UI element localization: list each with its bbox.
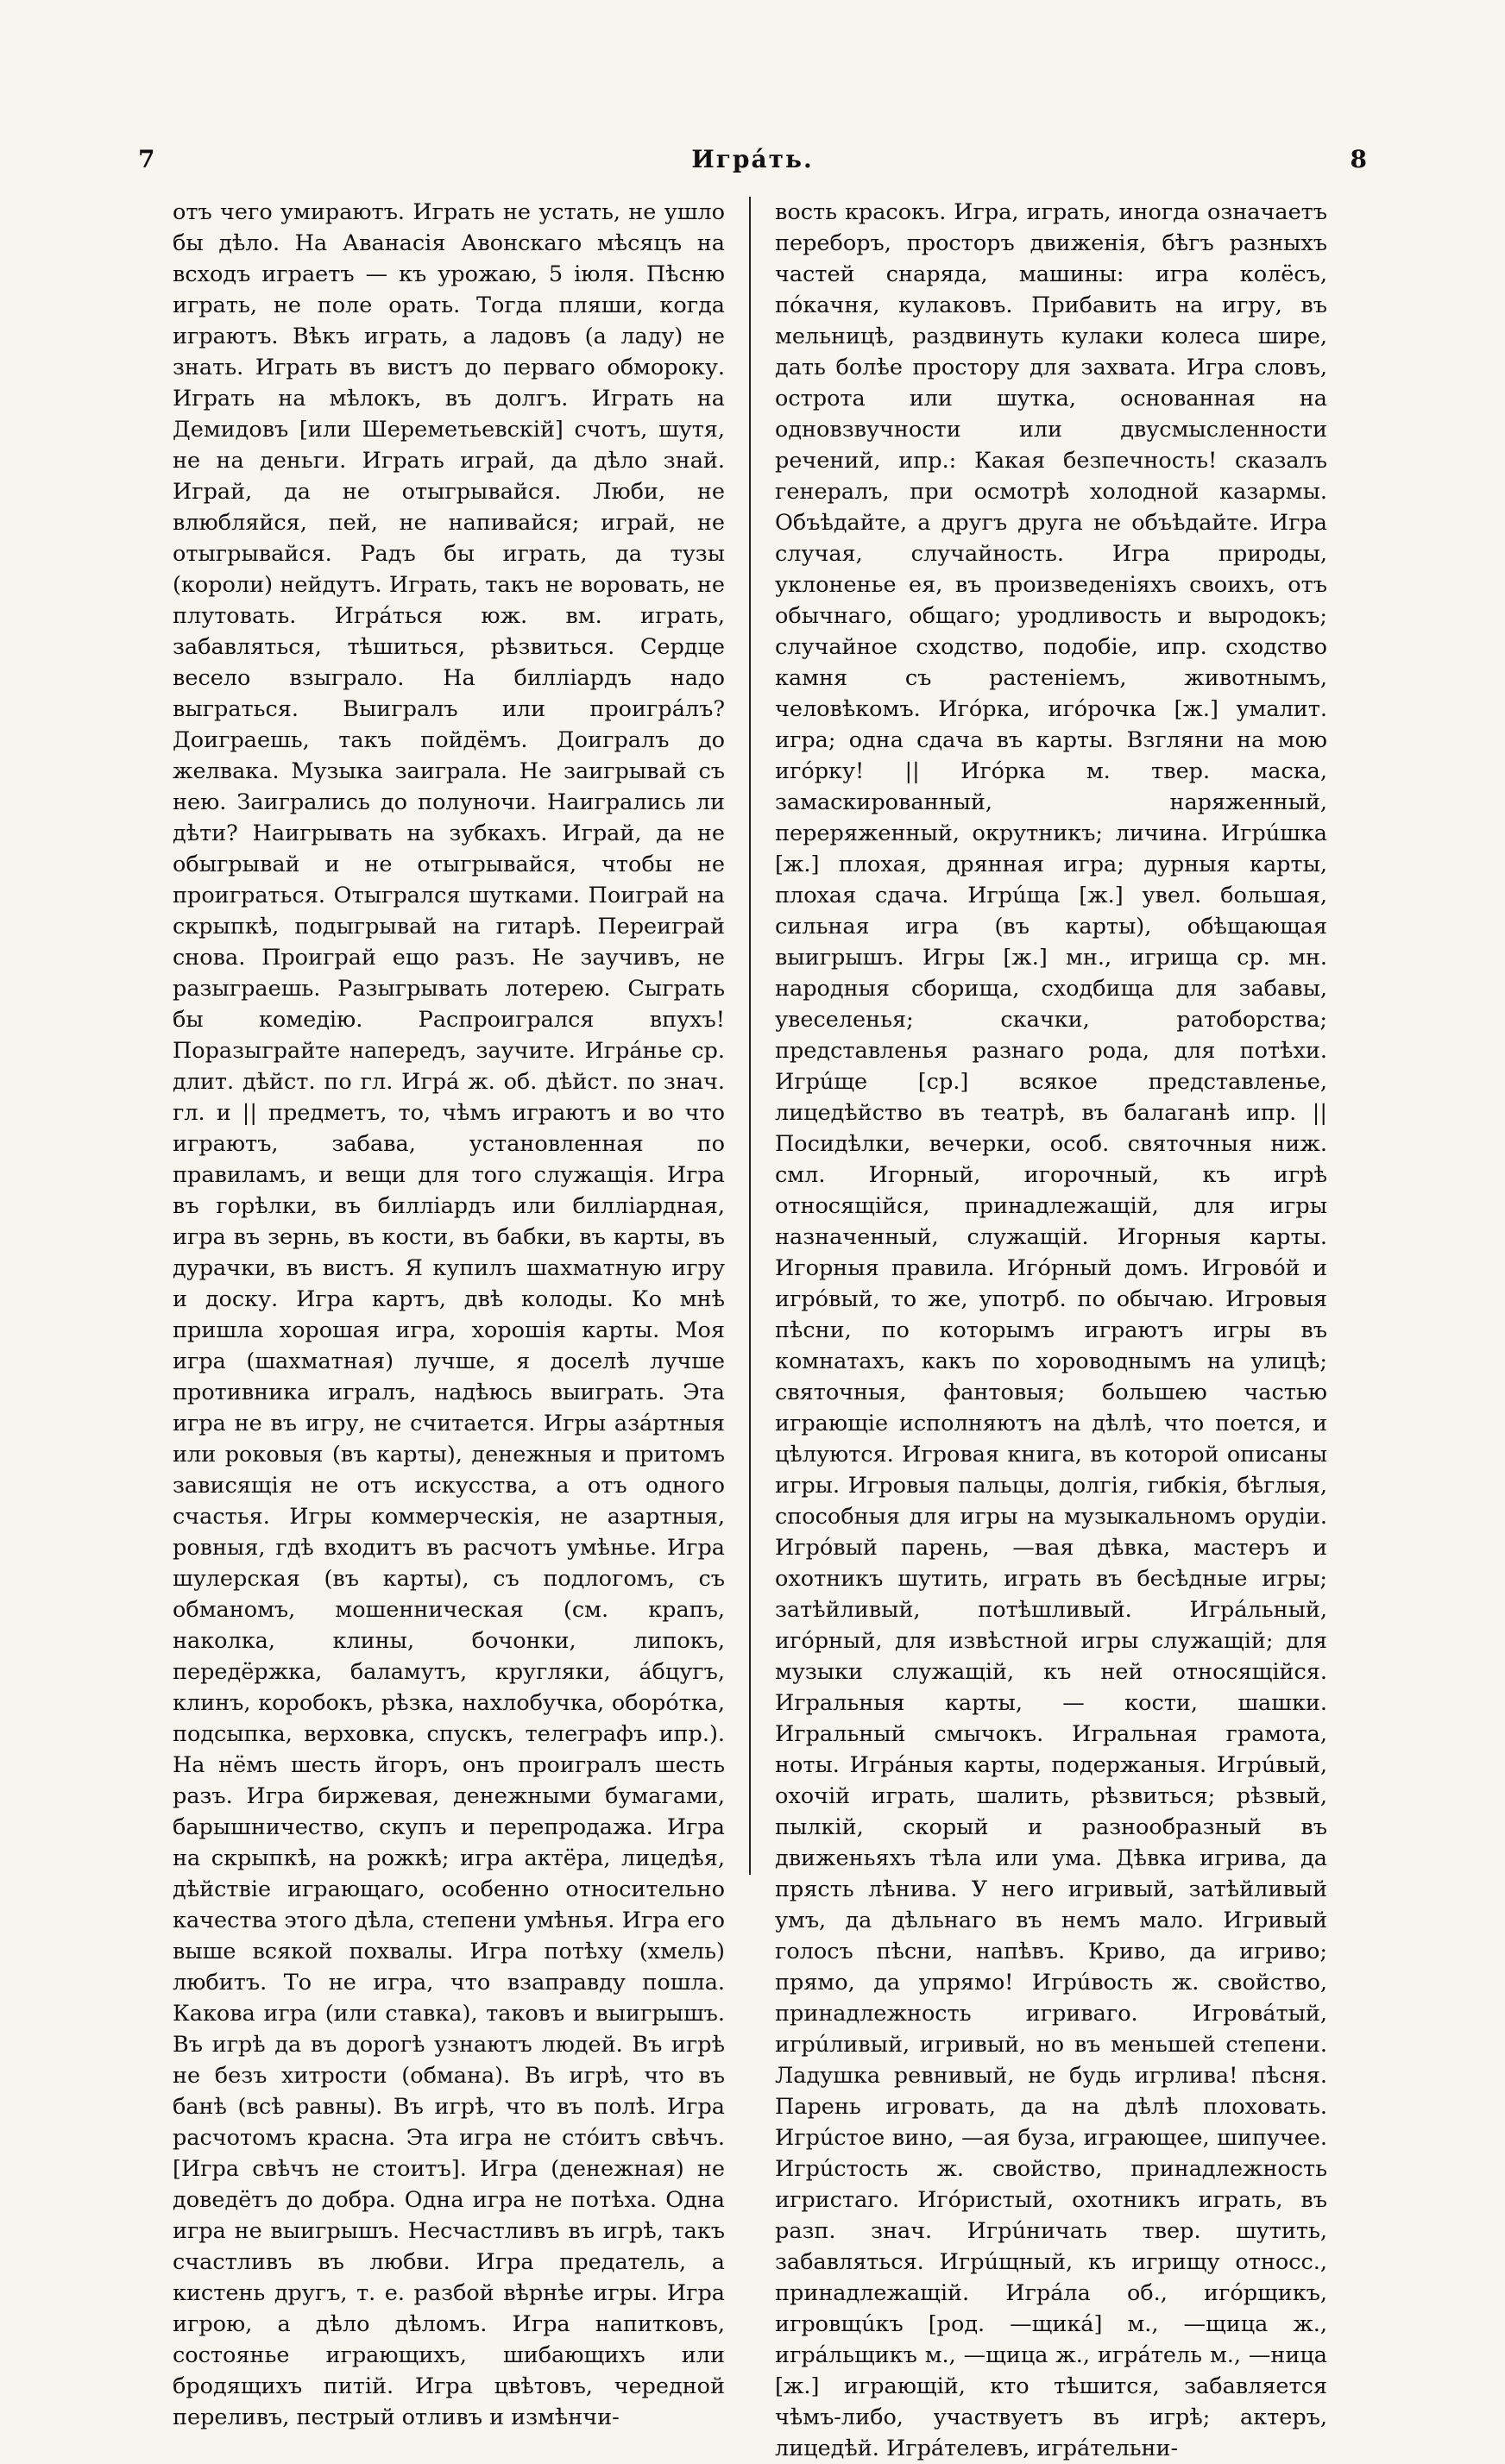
left-page-number: 7: [138, 145, 155, 173]
column-divider: [749, 197, 751, 1875]
right-column-text: вость красокъ. Игра, играть, иногда означаетъ переборъ, просторъ движенія, бѣгъ разныхъ частей снаряда, машины: игра колёсъ, пóкачня, кулаковъ. Прибавить на игру, въ мельницѣ, раздвинуть кулаки колеса шире, дать болѣе простору для захвата. Игра словъ, острота или шутка, основанная на одновзвучности или двусмысленности речений, ипр.: Какая безпечность! сказалъ генералъ, при осмотрѣ холодной казармы. Объѣдайте, а другъ друга не объѣдайте. Игра случая, случайность. Игра природы, уклоненье ея, въ произведеніяхъ своихъ, отъ обычнаго, общаго; уродливость и выродокъ; случайное сходство, подобіе, ипр. сходство камня съ растеніемъ, животнымъ, человѣкомъ. Игóрка, игóрочка [ж.] умалит. игра; одна сдача въ карты. Взгляни на мою игóрку! || Игóрка м. твер. маска, замаскированный, наряженный, переряженный, окрутникъ; личина. Игрúшка [ж.] плохая, дрянная игра; дурныя карты, плохая сдача. Игрúща [ж.] увел. большая, сильная игра (въ карты), обѣщающая выигрышъ. Игры [ж.] мн., игрища ср. мн. народныя сборища, сходбища для забавы, увеселенья; скачки, ратоборства; представленья разнаго рода, для потѣхи. Игрúще [ср.] всякое представленье, лицедѣйство въ театрѣ, въ балаганѣ ипр. || Посидѣлки, вечерки, особ. святочныя ниж. смл. Игорный, игорочный, къ игрѣ относящійся, принадлежащій, для игры назначенный, служащій. Игорныя карты. Игорныя правила. Игóрный домъ. Игровóй и игрóвый, то же, употрб. по обычаю. Игровыя пѣсни, по которымъ играютъ игры въ комнатахъ, какъ по хороводнымъ на улицѣ; святочныя, фантовыя; большею частью играющіе исполняютъ на дѣлѣ, что поется, и цѣлуются. Игровая книга, въ которой описаны игры. Игровыя пальцы, долгія, гибкія, бѣглыя, способныя для игры на музыкальномъ орудіи. Игрóвый парень, —вая дѣвка, мастеръ и охотникъ шутить, играть въ бесѣдные игры; затѣйливый, потѣшливый. Игрáльный, игóрный, для извѣстной игры служащій; для музыки служащій, къ ней относящійся. Игральныя карты, — кости, шашки. Игральный смычокъ. Игральная грамота, ноты. Игрáныя карты, подержаныя. Игрúвый, охочій играть, шалить, рѣзвиться; рѣзвый, пылкій, скорый и разнообразный въ движеньяхъ тѣла или ума. Дѣвка игрива, да прясть лѣнива. У него игривый, затѣйливый умъ, да дѣльнаго въ немъ мало. Игривый голосъ пѣсни, напѣвъ. Криво, да игриво; прямо, да упрямо! Игрúвость ж. свойство, принадлежность игриваго. Игровáтый, игрúливый, игривый, но въ меньшей степени. Ладушка ревнивый, не будь игрлива! пѣсня. Парень игровать, да на дѣлѣ плоховать. Игрúстое вино, —ая буза, играющее, шипучее. Игрúстость ж. свойство, принадлежность игристаго. Игóристый, охотникъ играть, въ разп. знач. Игрúничать твер. шутить, забавляться. Игрúщный, къ игрищу относс., принадлежащій. Игрáла об., игóрщикъ, игровщúкъ [род. —щикá] м., —щица ж., игрáльщикъ м., —щица ж., игрáтель м., —ница [ж.] играющій, кто тѣшится, забавляется чѣмъ-либо, участвуетъ въ игрѣ; актеръ, лицедѣй. Игрáтелевъ, игрáтельни-: [775, 199, 1327, 2461]
running-head-title: Игрáть.: [691, 145, 814, 173]
right-text-column: [775, 197, 1327, 2461]
left-column-text: отъ чего умираютъ. Играть не устать, не ушло бы дѣло. На Аванасія Авонскаго мѣсяцъ на всходъ играетъ — къ урожаю, 5 іюля. Пѣсню играть, не поле орать. Тогда пляши, когда играютъ. Вѣкъ играть, а ладовъ (а ладу) не знать. Играть въ вистъ до перваго обмороку. Играть на мѣлокъ, въ долгъ. Играть на Демидовъ [или Шереметьевскій] счотъ, шутя, не на деньги. Играть играй, да дѣло знай. Играй, да не отыгрывайся. Люби, не влюбляйся, пей, не напивайся; играй, не отыгрывайся. Радъ бы играть, да тузы (короли) нейдутъ. Играть, такъ не воровать, не плутовать. Игрáться юж. вм. играть, забавляться, тѣшиться, рѣзвиться. Сердце весело взыграло. На билліардъ надо выграться. Выигралъ или проигрáлъ? Доиграешь, такъ пойдёмъ. Доигралъ до желвака. Музыка заиграла. Не заигрывай съ нею. Заигрались до полуночи. Наигрались ли дѣти? Наигрывать на зубкахъ. Играй, да не обыгрывай и не отыгрывайся, чтобы не проиграться. Отыгрался шутками. Поиграй на скрыпкѣ, подыгрывай на гитарѣ. Переиграй снова. Проиграй ещо разъ. Не заучивъ, не разыграешь. Разыгрывать лотерею. Сыграть бы комедію. Распроигрался впухъ! Поразыграйте напередъ, заучите. Игрáнье ср. длит. дѣйст. по гл. Игрá ж. об. дѣйст. по знач. гл. и || предметъ, то, чѣмъ играютъ и во что играютъ, забава, установленная по правиламъ, и вещи для того служащія. Игра въ горѣлки, въ билліардъ или билліардная, игра въ зернь, въ кости, въ бабки, въ карты, въ дурачки, въ вистъ. Я купилъ шахматную игру и доску. Игра картъ, двѣ колоды. Ко мнѣ пришла хорошая игра, хорошія карты. Моя игра (шахматная) лучше, я доселѣ лучше противника игралъ, надѣюсь выиграть. Эта игра не въ игру, не считается. Игры азáртныя или роковыя (въ карты), денежныя и притомъ зависящія не отъ искусства, а отъ одного счастья. Игры коммерческія, не азартныя, ровныя, гдѣ входитъ въ расчотъ умѣнье. Игра шулерская (въ карты), съ подлогомъ, съ обманомъ, мошенническая (см. крапъ, наколка, клины, бочонки, липокъ, передёржка, баламутъ, кругляки, áбцугъ, клинъ, коробокъ, рѣзка, нахлобучка, оборóтка, подсыпка, верховка, спускъ, телеграфъ ипр.). На нёмъ шесть йгоръ, онъ проигралъ шесть разъ. Игра биржевая, денежными бумагами, барышничество, скупъ и перепродажа. Игра на скрыпкѣ, на рожкѣ; игра актёра, лицедѣя, дѣйствіе играющаго, особенно относительно качества этого дѣла, степени умѣнья. Игра его выше всякой похвалы. Игра потѣху (хмель) любитъ. То не игра, что взаправду пошла. Какова игра (или ставка), таковъ и выигрышъ. Въ игрѣ да въ дорогѣ узнаютъ людей. Въ игрѣ не безъ хитрости (обмана). Въ игрѣ, что въ банѣ (всѣ равны). Въ игрѣ, что въ полѣ. Игра расчотомъ красна. Эта игра не стóитъ свѣчъ. [Игра свѣчъ не стоитъ]. Игра (денежная) не доведётъ до добра. Одна игра не потѣха. Одна игра не выигрышъ. Несчастливъ въ игрѣ, такъ счастливъ въ любви. Игра предатель, а кистень другъ, т. е. разбой вѣрнѣе игры. Игра игрою, а дѣло дѣломъ. Игра напитковъ, состоянье играющихъ, шибающихъ или бродящихъ питій. Игра цвѣтовъ, чередной переливъ, пестрый отливъ и измѣнчи-: [173, 199, 725, 2430]
left-text-column: [173, 197, 725, 2430]
page-header: [138, 145, 1367, 179]
right-page-number: 8: [1350, 145, 1367, 173]
